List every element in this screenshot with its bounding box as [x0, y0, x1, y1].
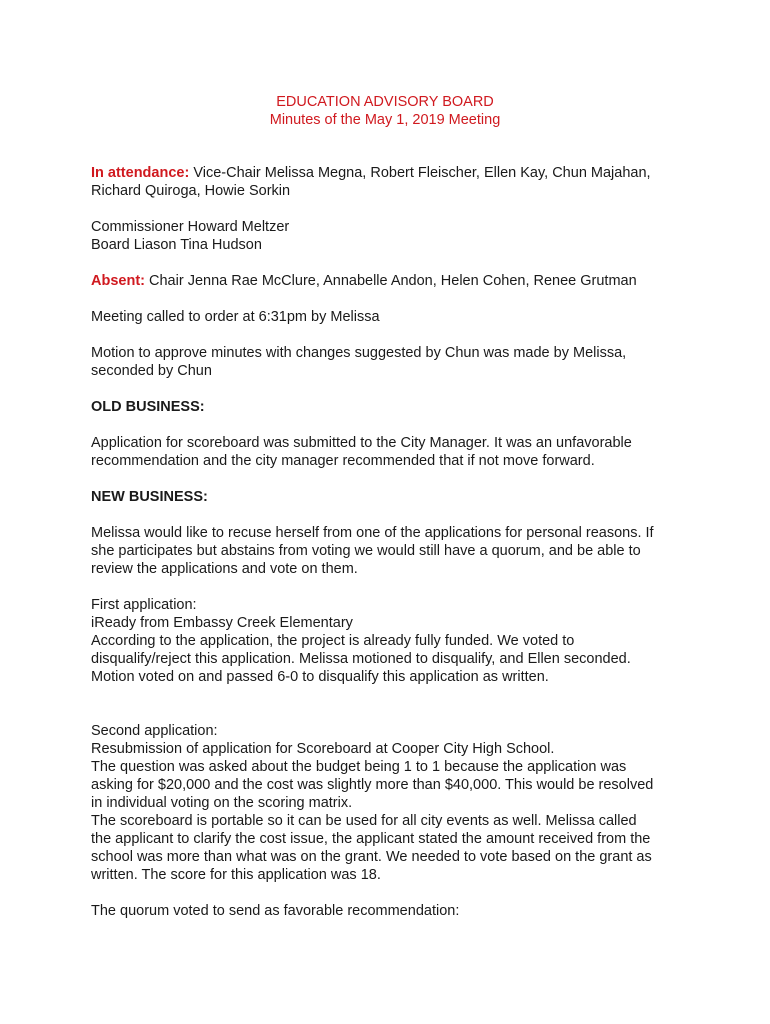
old-business-heading: OLD BUSINESS:: [91, 399, 205, 415]
old-business-paragraph: [91, 434, 691, 470]
new-business-line-1: Melissa would like to recuse herself from one of the applications for personal reasons. If: [91, 525, 654, 541]
document-title: EDUCATION ADVISORY BOARD: [276, 94, 494, 110]
motion-line-2: seconded by Chun: [91, 363, 212, 379]
absent-text: Chair Jenna Rae McClure, Annabelle Andon, Helen Cohen, Renee Grutman: [144, 273, 637, 289]
attendance-label: In attendance:: [91, 165, 190, 181]
second-application-line-6: The scoreboard is portable so it can be used for all city events as well. Melissa called: [91, 813, 637, 829]
officials-line-1: Commissioner Howard Meltzer: [91, 219, 290, 235]
officials-line-2: Board Liason Tina Hudson: [91, 237, 262, 253]
attendance-line-1: Vice-Chair Melissa Megna, Robert Fleischer, Ellen Kay, Chun Majahan,: [189, 165, 651, 181]
second-application-line-2: Resubmission of application for Scoreboard at Cooper City High School.: [91, 741, 555, 757]
absent-paragraph: [91, 272, 691, 290]
minutes-body: [91, 164, 691, 920]
new-business-line-2: she participates but abstains from voting we would still have a quorum, and be able to: [91, 543, 641, 559]
new-business-paragraph: [91, 524, 691, 578]
first-application-line-2: iReady from Embassy Creek Elementary: [91, 615, 353, 631]
call-to-order-paragraph: Meeting called to order at 6:31pm by Melissa: [91, 309, 380, 325]
first-application-line-4: disqualify/reject this application. Melissa motioned to disqualify, and Ellen seconded.: [91, 651, 631, 667]
second-application-line-4: asking for $20,000 and the cost was slightly more than $40,000. This would be resolved: [91, 777, 654, 793]
second-application-line-9: written. The score for this application was 18.: [91, 867, 381, 883]
first-application-line-1: First application:: [91, 597, 197, 613]
attendance-line-2: Richard Quiroga, Howie Sorkin: [91, 183, 291, 199]
second-application-line-5: in individual voting on the scoring matrix.: [91, 795, 353, 811]
motion-line-1: Motion to approve minutes with changes suggested by Chun was made by Melissa,: [91, 345, 627, 361]
attendance-paragraph: [91, 164, 691, 200]
document-subtitle: Minutes of the May 1, 2019 Meeting: [269, 112, 501, 128]
first-application-line-5: Motion voted on and passed 6-0 to disqualify this application as written.: [91, 669, 549, 685]
officials-paragraph: [91, 218, 691, 254]
second-application-line-7: the applicant to clarify the cost issue, the applicant stated the amount received from the: [91, 831, 651, 847]
motion-paragraph: [91, 344, 691, 380]
absent-label: Absent:: [91, 273, 145, 289]
second-application-line-1: Second application:: [91, 723, 218, 739]
quorum-paragraph: The quorum voted to send as favorable recommendation:: [91, 903, 460, 919]
second-application-line-3: The question was asked about the budget being 1 to 1 because the application was: [91, 759, 627, 775]
old-business-line-2: recommendation and the city manager recommended that if not move forward.: [91, 453, 595, 469]
new-business-line-3: review the applications and vote on them.: [91, 561, 358, 577]
second-application-paragraph: [91, 722, 691, 884]
first-application-line-3: According to the application, the project is already fully funded. We voted to: [91, 633, 575, 649]
old-business-line-1: Application for scoreboard was submitted to the City Manager. It was an unfavorable: [91, 435, 632, 451]
document-header: [0, 93, 770, 129]
new-business-heading: NEW BUSINESS:: [91, 489, 208, 505]
first-application-paragraph: [91, 596, 691, 686]
second-application-line-8: school was more than what was on the grant. We needed to vote based on the grant as: [91, 849, 652, 865]
